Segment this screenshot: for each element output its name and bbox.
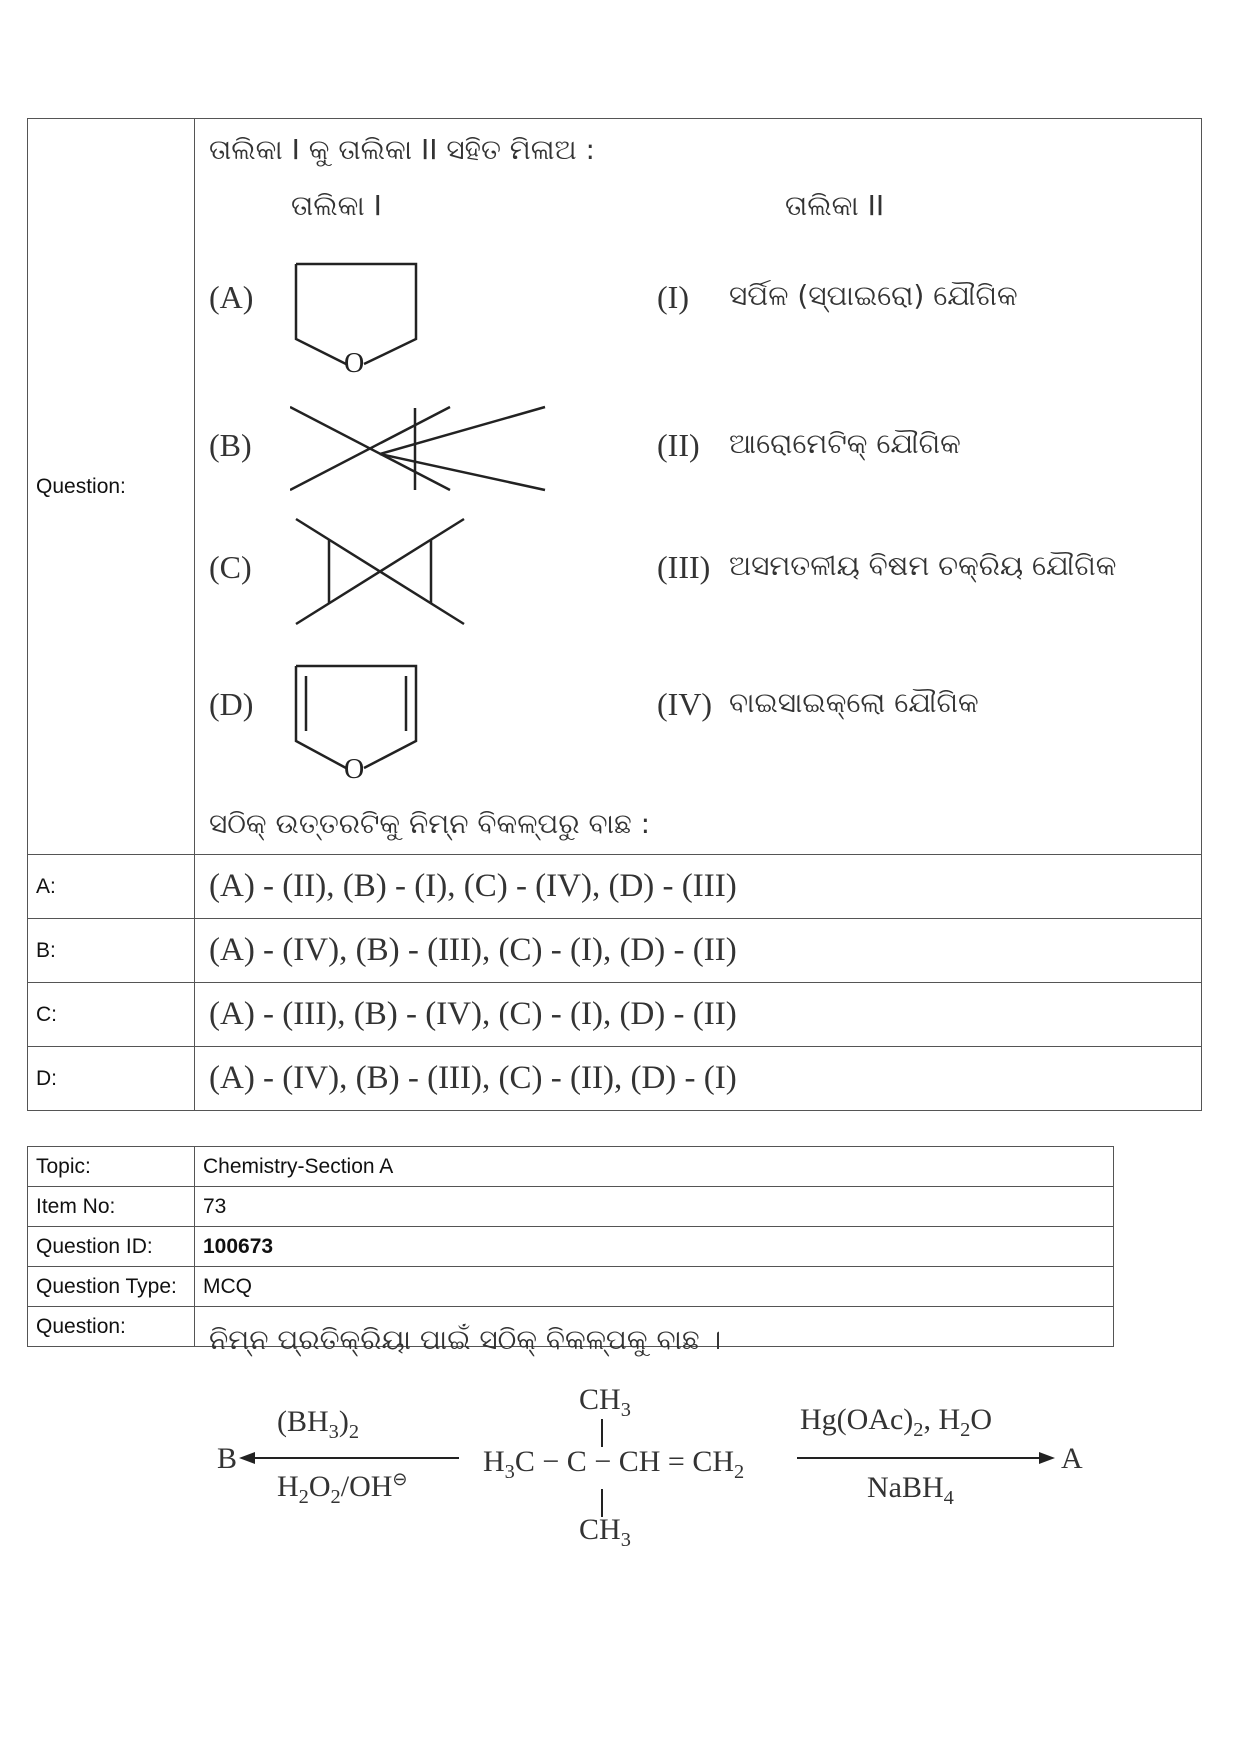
oxygen-atom-label: O — [344, 348, 365, 379]
right-arrow-icon — [797, 1447, 1057, 1469]
question-id-label: Question ID: — [28, 1227, 195, 1267]
substrate-main-chain: $H_3C - C$ − CH = $CH_2$ — [483, 1445, 745, 1484]
tetrahydropyran-structure — [285, 254, 430, 379]
list-2-key-iv: (IV) — [657, 686, 713, 722]
answer-prompt: ସଠିକ୍ ଉତ୍ତରଟିକୁ ନିମ୍ନ ବିକଳ୍ପରୁ ବାଛ : — [209, 807, 651, 840]
substrate-top-methyl: $CH_3$ — [579, 1383, 631, 1422]
list-2-text-ii: ଆରୋମେଟିକ୍ ଯୌଗିକ — [729, 427, 961, 460]
question-1-table — [27, 118, 1202, 1111]
topic-value: Chemistry-Section A — [195, 1147, 1114, 1187]
bicyclo-compound-structure — [290, 514, 490, 629]
option-row[interactable] — [28, 919, 1202, 983]
question-id-value: 100673 — [195, 1227, 1114, 1267]
question-2-table — [27, 1146, 1114, 1552]
option-text: (A) - (III), (B) - (IV), (C) - (I), (D) - (II) — [195, 983, 1202, 1047]
list-2-text-iii: ଅସମତଳୀୟ ବିଷମ ଚକ୍ରିୟ ଯୌଗିକ — [729, 549, 1117, 582]
hydroboration-reagent: $(BH_3)_2$ — [277, 1405, 360, 1444]
list-2-key-ii: (II) — [657, 427, 700, 463]
oxidation-reagent: $H_2O_2/OH^⊖$ — [277, 1469, 408, 1509]
list-2-header: ତାଲିକା II — [785, 189, 885, 222]
pyran-structure — [285, 656, 430, 786]
list-2-text-i: ସର୍ପିଳ (ସ୍ପାଇରୋ) ଯୌଗିକ — [729, 279, 1018, 312]
question-type-value: MCQ — [195, 1267, 1114, 1307]
item-no-value: 73 — [195, 1187, 1114, 1227]
oxymercuration-reagent: $Hg(OAc)_2$, $H_2O$ — [800, 1403, 993, 1442]
question-2-content — [195, 1307, 1114, 1552]
option-label: C: — [28, 983, 195, 1047]
left-arrow-icon — [237, 1447, 462, 1469]
question-2-text: ନିମ୍ନ ପ୍ରତିକ୍ରିୟା ପାଇଁ ସଠିକ୍ ବିକଳ୍ପକୁ ବାଛ । — [209, 1323, 722, 1356]
question-1-content — [195, 119, 1202, 855]
topic-label: Topic: — [28, 1147, 195, 1187]
option-label: B: — [28, 919, 195, 983]
list-2-text-iv: ବାଇସାଇକ୍ଲୋ ଯୌଗିକ — [729, 686, 979, 719]
list-2-key-iii: (III) — [657, 549, 711, 585]
product-a: A — [1061, 1442, 1083, 1475]
list-1-key-d: (D) — [209, 686, 254, 722]
question-type-label: Question Type: — [28, 1267, 195, 1307]
item-no-label: Item No: — [28, 1187, 195, 1227]
question-label: Question: — [28, 119, 195, 855]
list-1-header: ତାଲିକା I — [291, 189, 382, 222]
option-label: A: — [28, 855, 195, 919]
option-label: D: — [28, 1047, 195, 1111]
spiro-compound-structure — [290, 404, 550, 494]
option-text: (A) - (IV), (B) - (III), (C) - (I), (D) - (II) — [195, 919, 1202, 983]
list-1-key-c: (C) — [209, 549, 252, 585]
option-row[interactable] — [28, 983, 1202, 1047]
oxygen-atom-label: O — [344, 754, 365, 785]
list-1-key-a: (A) — [209, 279, 254, 315]
option-row[interactable] — [28, 855, 1202, 919]
option-text: (A) - (II), (B) - (I), (C) - (IV), (D) - (III) — [195, 855, 1202, 919]
substrate-bottom-methyl: $CH_3$ — [579, 1513, 631, 1552]
option-text: (A) - (IV), (B) - (III), (C) - (II), (D) - (I) — [195, 1047, 1202, 1111]
option-row[interactable] — [28, 1047, 1202, 1111]
product-b: B — [217, 1442, 238, 1475]
reduction-reagent: NaBH$_4$ — [867, 1471, 954, 1510]
list-2-key-i: (I) — [657, 279, 689, 315]
list-1-key-b: (B) — [209, 427, 252, 463]
question-label: Question: — [28, 1307, 195, 1347]
match-instruction: ତାଲିକା I କୁ ତାଲିକା II ସହିତ ମିଳାଅ : — [209, 133, 595, 166]
